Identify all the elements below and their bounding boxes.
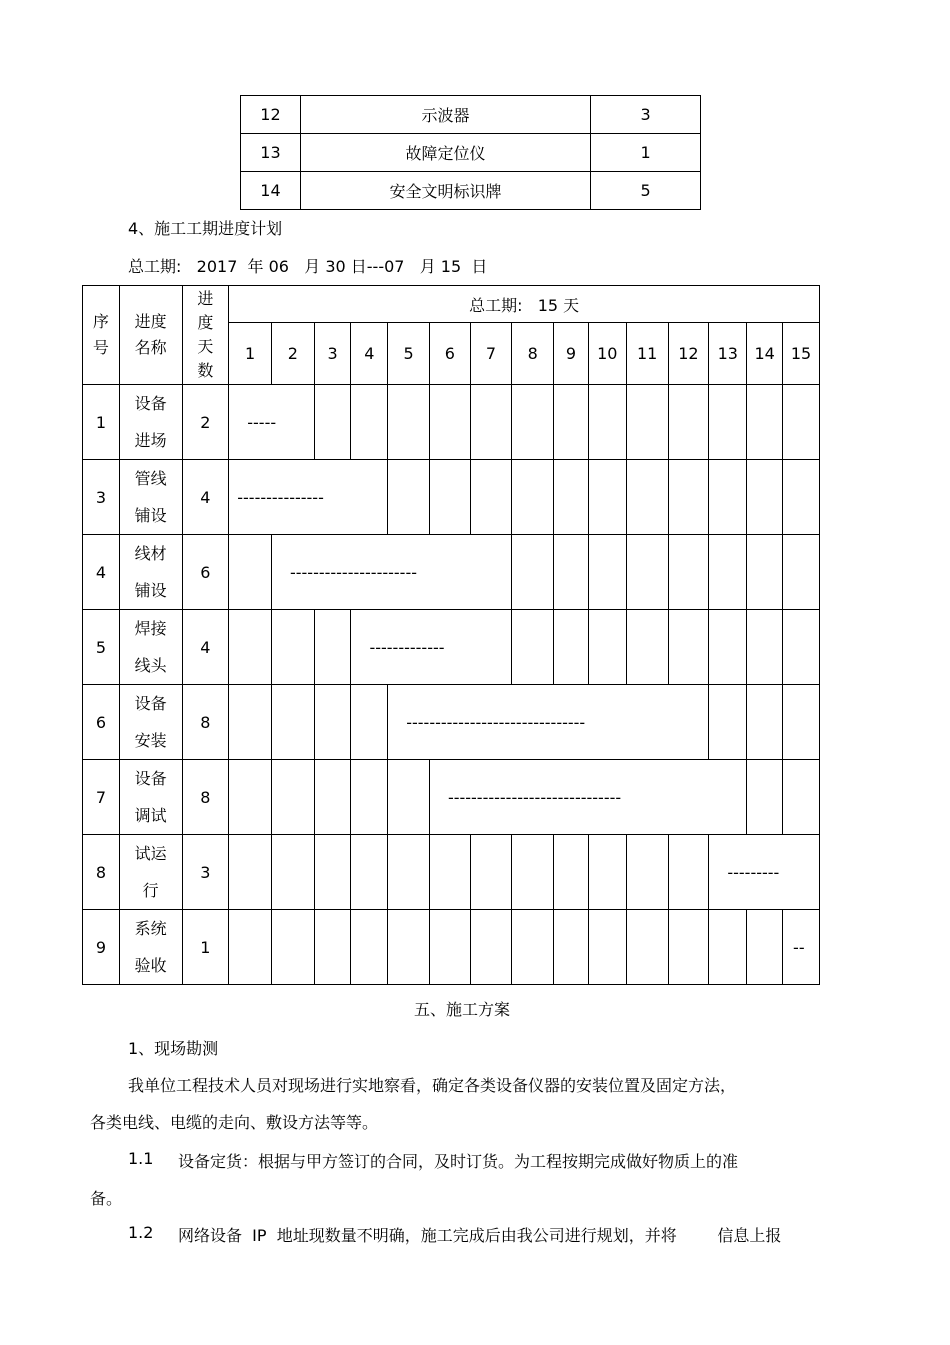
schedule-cell	[783, 685, 820, 760]
day-col-header: 11	[626, 323, 668, 385]
total-period-line: 总工期: 2017 年 06 月 30 日---07 月 15 日	[128, 257, 488, 276]
schedule-cell	[626, 385, 668, 460]
item-1-1-line2: 备。	[90, 1189, 123, 1208]
schedule-cell	[388, 760, 430, 835]
schedule-row	[83, 535, 820, 610]
schedule-cell	[626, 910, 668, 985]
schedule-cell	[229, 760, 272, 835]
schedule-row	[83, 760, 820, 835]
schedule-cell	[229, 910, 272, 985]
day-col-header: 12	[668, 323, 709, 385]
schedule-bar: --	[783, 910, 820, 985]
schedule-cell	[783, 610, 820, 685]
item-1-2-label: 1.2	[128, 1223, 154, 1242]
schedule-task-name	[119, 910, 182, 985]
task-name-line2: 铺设	[134, 581, 167, 600]
task-name-line1: 管线	[134, 469, 167, 488]
schedule-cell	[429, 460, 470, 535]
equipment-name: 示波器	[300, 96, 590, 134]
section5-title: 五、施工方案	[414, 1000, 511, 1019]
schedule-row	[83, 385, 820, 460]
day-col-header: 6	[429, 323, 470, 385]
schedule-cell	[747, 760, 783, 835]
schedule-row	[83, 610, 820, 685]
equipment-table	[240, 95, 701, 210]
schedule-cell	[588, 460, 626, 535]
schedule-bar: ------------------------------	[429, 760, 746, 835]
schedule-cell	[709, 685, 747, 760]
schedule-cell	[554, 910, 589, 985]
schedule-cell	[229, 535, 272, 610]
schedule-cell	[388, 385, 430, 460]
task-name-line2: 铺设	[134, 506, 167, 525]
schedule-cell	[271, 760, 314, 835]
equipment-row	[241, 96, 701, 134]
schedule-cell	[512, 535, 554, 610]
task-name-line2: 线头	[134, 656, 167, 675]
schedule-cell	[747, 910, 783, 985]
schedule-task-name	[119, 835, 182, 910]
schedule-task-name	[119, 685, 182, 760]
schedule-cell	[271, 910, 314, 985]
schedule-row	[83, 835, 820, 910]
schedule-cell	[314, 610, 351, 685]
schedule-cell	[588, 385, 626, 460]
equipment-row	[241, 172, 701, 210]
task-name-line1: 设备	[134, 694, 167, 713]
task-name-line1: 设备	[134, 394, 167, 413]
task-name-line2: 调试	[134, 806, 167, 825]
day-col-header: 4	[351, 323, 388, 385]
schedule-cell	[554, 610, 589, 685]
equipment-no: 12	[241, 96, 301, 134]
schedule-cell	[783, 460, 820, 535]
schedule-task-name	[119, 760, 182, 835]
schedule-cell	[314, 685, 351, 760]
schedule-cell	[388, 835, 430, 910]
schedule-cell	[588, 910, 626, 985]
equipment-name: 安全文明标识牌	[300, 172, 590, 210]
schedule-cell	[668, 610, 709, 685]
task-name-line1: 系统	[134, 919, 167, 938]
item-1-2-line1: 网络设备 IP 地址现数量不明确，施工完成后由我公司进行规划，并将 信息上报	[178, 1226, 782, 1245]
schedule-cell	[429, 910, 470, 985]
task-name-line2: 验收	[134, 956, 167, 975]
schedule-days: 8	[182, 685, 229, 760]
task-name-line2: 安装	[134, 731, 167, 750]
schedule-cell	[271, 835, 314, 910]
day-col-header: 7	[470, 323, 512, 385]
schedule-seq: 8	[83, 835, 120, 910]
schedule-cell	[783, 385, 820, 460]
schedule-days: 2	[182, 385, 229, 460]
schedule-cell	[314, 835, 351, 910]
schedule-cell	[668, 460, 709, 535]
schedule-bar: ----------------------	[271, 535, 511, 610]
header-name: 进度名称	[119, 286, 182, 385]
equipment-row	[241, 134, 701, 172]
schedule-task-name	[119, 535, 182, 610]
schedule-cell	[668, 910, 709, 985]
schedule-cell	[588, 835, 626, 910]
schedule-cell	[747, 535, 783, 610]
schedule-row	[83, 460, 820, 535]
schedule-bar: ---------	[709, 835, 820, 910]
schedule-cell	[351, 760, 388, 835]
schedule-cell	[429, 835, 470, 910]
schedule-cell	[554, 835, 589, 910]
schedule-cell	[470, 910, 512, 985]
equipment-qty: 3	[591, 96, 701, 134]
schedule-cell	[351, 835, 388, 910]
schedule-cell	[709, 385, 747, 460]
schedule-days: 3	[182, 835, 229, 910]
day-col-header: 3	[314, 323, 351, 385]
schedule-seq: 9	[83, 910, 120, 985]
schedule-cell	[783, 535, 820, 610]
schedule-cell	[588, 535, 626, 610]
schedule-seq: 7	[83, 760, 120, 835]
schedule-cell	[229, 610, 272, 685]
schedule-cell	[512, 835, 554, 910]
schedule-cell	[470, 835, 512, 910]
schedule-row	[83, 910, 820, 985]
schedule-cell	[668, 385, 709, 460]
schedule-cell	[668, 535, 709, 610]
equipment-qty: 1	[591, 134, 701, 172]
equipment-name: 故障定位仪	[300, 134, 590, 172]
schedule-days: 8	[182, 760, 229, 835]
day-col-header: 8	[512, 323, 554, 385]
schedule-cell	[388, 910, 430, 985]
day-col-header: 5	[388, 323, 430, 385]
schedule-cell	[668, 835, 709, 910]
task-name-line1: 焊接	[134, 619, 167, 638]
schedule-cell	[626, 535, 668, 610]
schedule-cell	[512, 460, 554, 535]
task-name-line1: 试运	[134, 844, 167, 863]
task-name-line1: 设备	[134, 769, 167, 788]
day-col-header: 1	[229, 323, 272, 385]
schedule-seq: 5	[83, 610, 120, 685]
schedule-seq: 4	[83, 535, 120, 610]
item-1-1-line1: 设备定货：根据与甲方签订的合同，及时订货。为工程按期完成做好物质上的准	[178, 1152, 739, 1171]
schedule-cell	[470, 385, 512, 460]
day-col-header: 13	[709, 323, 747, 385]
paragraph-survey-line2: 各类电线、电缆的走向、敷设方法等等。	[90, 1113, 379, 1132]
schedule-cell	[271, 685, 314, 760]
schedule-cell	[626, 460, 668, 535]
subheading-site-survey: 1、现场勘测	[128, 1039, 219, 1058]
schedule-cell	[512, 610, 554, 685]
schedule-cell	[747, 685, 783, 760]
schedule-cell	[512, 910, 554, 985]
schedule-cell	[709, 610, 747, 685]
section4-heading: 4、施工工期进度计划	[128, 219, 283, 238]
schedule-cell	[747, 460, 783, 535]
schedule-table	[82, 285, 820, 985]
schedule-seq: 1	[83, 385, 120, 460]
schedule-task-name	[119, 610, 182, 685]
schedule-cell	[351, 385, 388, 460]
schedule-days: 4	[182, 460, 229, 535]
equipment-no: 14	[241, 172, 301, 210]
schedule-cell	[229, 685, 272, 760]
day-col-header: 10	[588, 323, 626, 385]
header-total-period: 总工期: 15 天	[229, 286, 820, 323]
paragraph-survey-line1: 我单位工程技术人员对现场进行实地察看，确定各类设备仪器的安装位置及固定方法，	[128, 1076, 737, 1095]
schedule-cell	[588, 610, 626, 685]
header-seq: 序号	[83, 286, 120, 385]
task-name-line1: 线材	[134, 544, 167, 563]
schedule-cell	[554, 385, 589, 460]
schedule-task-name	[119, 385, 182, 460]
equipment-no: 13	[241, 134, 301, 172]
schedule-cell	[351, 910, 388, 985]
schedule-cell	[512, 385, 554, 460]
schedule-bar: -----	[229, 385, 314, 460]
schedule-cell	[747, 610, 783, 685]
day-col-header: 9	[554, 323, 589, 385]
schedule-cell	[626, 610, 668, 685]
schedule-cell	[709, 535, 747, 610]
schedule-cell	[271, 610, 314, 685]
schedule-cell	[747, 385, 783, 460]
item-1-1-label: 1.1	[128, 1149, 154, 1168]
schedule-bar: -------------	[351, 610, 512, 685]
schedule-row	[83, 685, 820, 760]
schedule-bar: ---------------	[229, 460, 388, 535]
schedule-cell	[351, 685, 388, 760]
schedule-seq: 3	[83, 460, 120, 535]
task-name-line2: 进场	[134, 431, 167, 450]
day-col-header: 2	[271, 323, 314, 385]
schedule-cell	[470, 460, 512, 535]
schedule-cell	[314, 910, 351, 985]
schedule-days: 6	[182, 535, 229, 610]
schedule-days: 4	[182, 610, 229, 685]
schedule-cell	[626, 835, 668, 910]
schedule-cell	[314, 760, 351, 835]
equipment-qty: 5	[591, 172, 701, 210]
schedule-cell	[709, 460, 747, 535]
schedule-task-name	[119, 460, 182, 535]
schedule-cell	[388, 460, 430, 535]
schedule-cell	[314, 385, 351, 460]
schedule-cell	[429, 385, 470, 460]
schedule-cell	[554, 460, 589, 535]
schedule-cell	[709, 910, 747, 985]
day-col-header: 14	[747, 323, 783, 385]
task-name-line2: 行	[142, 881, 159, 900]
schedule-days: 1	[182, 910, 229, 985]
schedule-cell	[229, 835, 272, 910]
header-days: 进度天数	[182, 286, 229, 385]
schedule-bar: -------------------------------	[388, 685, 709, 760]
schedule-cell	[783, 760, 820, 835]
schedule-cell	[554, 535, 589, 610]
day-col-header: 15	[783, 323, 820, 385]
schedule-seq: 6	[83, 685, 120, 760]
